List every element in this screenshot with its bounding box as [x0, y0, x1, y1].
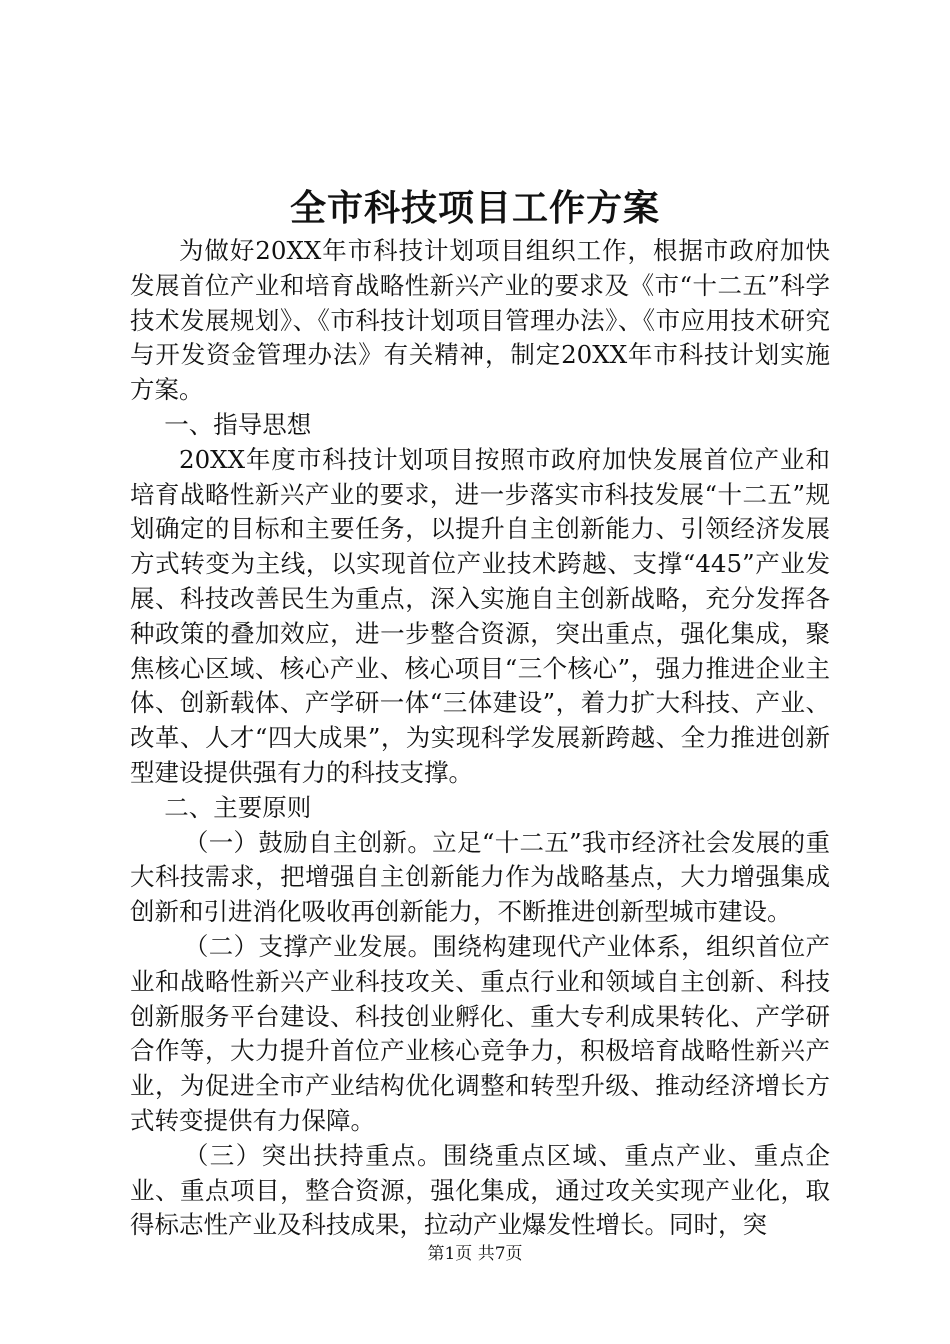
document-body	[130, 234, 830, 1243]
principle-1-paragraph: （一）鼓励自主创新。立足“十二五”我市经济社会发展的重大科技需求，把增强自主创新能力作为战略基点，大力增强集成创新和引进消化吸收再创新能力，不断推进创新型城市建设。	[130, 827, 830, 927]
principle-2-paragraph: （二）支撑产业发展。围绕构建现代产业体系，组织首位产业和战略性新兴产业科技攻关、重点行业和领域自主创新、科技创新服务平台建设、科技创业孵化、重大专利成果转化、产学研合作等，大力提升首位产业核心竞争力，积极培育战略性新兴产业，为促进全市产业结构优化调整和转型升级、推动经济增长方式转变提供有力保障。	[130, 931, 830, 1135]
intro-paragraph: 为做好20XX年市科技计划项目组织工作，根据市政府加快发展首位产业和培育战略性新兴产业的要求及《市“十二五”科学技术发展规划》、《市科技计划项目管理办法》、《市应用技术研究与开发资金管理办法》有关精神，制定20XX年市科技计划实施方案。	[130, 236, 830, 405]
page-footer: 第1页 共7页	[427, 1244, 523, 1264]
section-heading-main-principles: 二、主要原则	[164, 792, 312, 822]
document-title: 全市科技项目工作方案	[289, 187, 660, 229]
guiding-ideology-paragraph: 20XX年度市科技计划项目按照市政府加快发展首位产业和培育战略性新兴产业的要求，进一步落实市科技发展“十二五”规划确定的目标和主要任务，以提升自主创新能力、引领经济发展方式转变为主线，以实现首位产业技术跨越、支撑“445”产业发展、科技改善民生为重点，深入实施自主创新战略，充分发挥各种政策的叠加效应，进一步整合资源，突出重点，强化集成，聚焦核心区域、核心产业、核心项目“三个核心”，强力推进企业主体、创新载体、产学研一体“三体建设”，着力扩大科技、产业、改革、人才“四大成果”，为实现科学发展新跨越、全力推进创新型建设提供强有力的科技支撑。	[130, 444, 830, 787]
section-heading-guiding-ideology: 一、指导思想	[164, 409, 312, 439]
principle-3-paragraph: （三）突出扶持重点。围绕重点区域、重点产业、重点企业、重点项目，整合资源，强化集成，通过攻关实现产业化，取得标志性产业及科技成果，拉动产业爆发性增长。同时，突	[130, 1140, 830, 1240]
